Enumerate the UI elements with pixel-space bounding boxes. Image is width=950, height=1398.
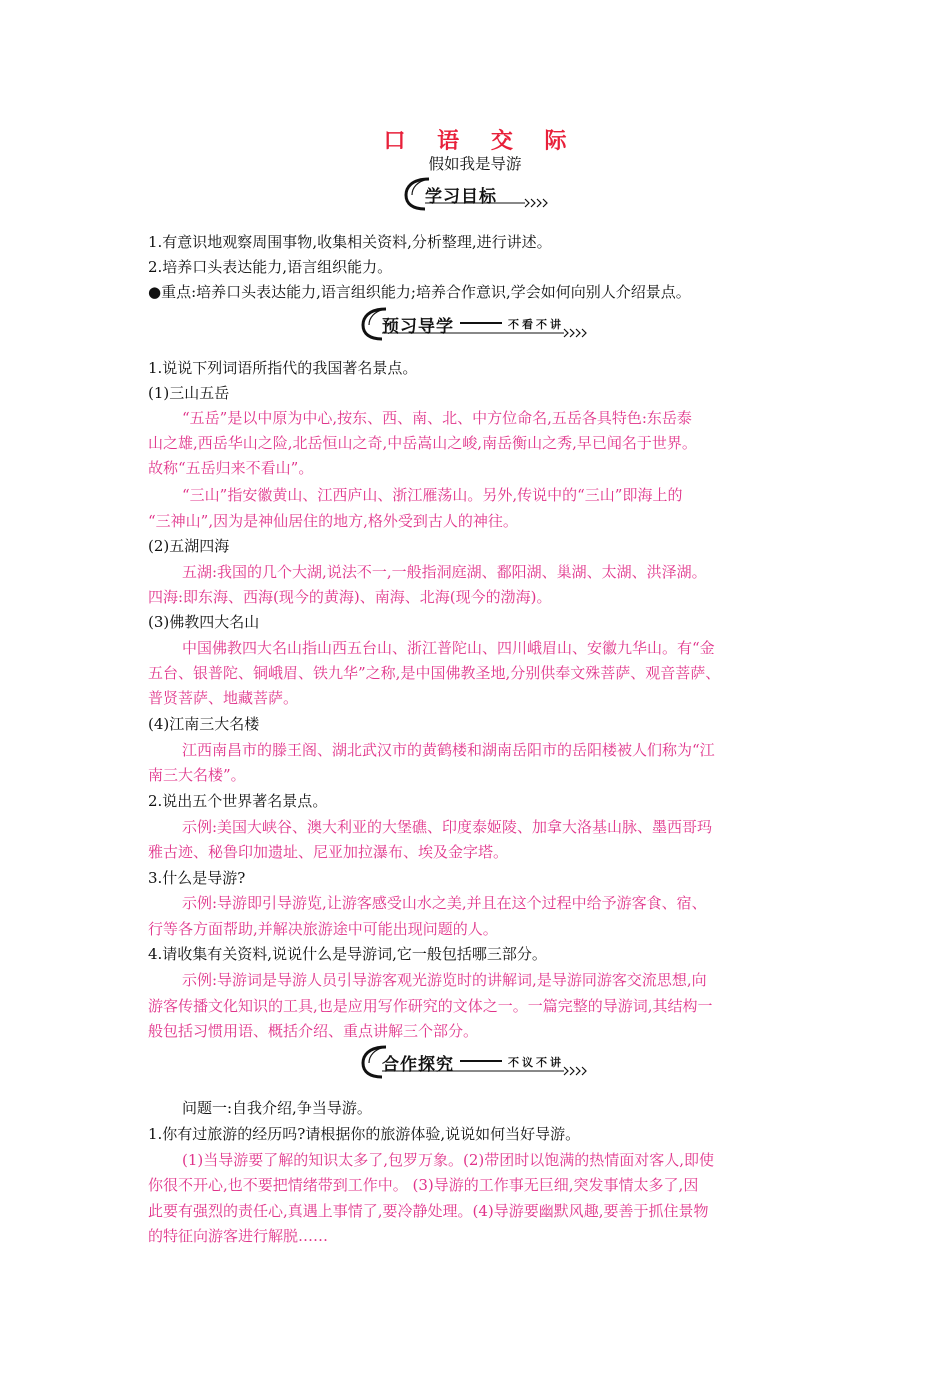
section-label-goals: 学习目标: [425, 187, 497, 207]
section-note-preview: 不看不讲: [508, 318, 564, 331]
preview-item-2: (2)五湖四海: [148, 537, 230, 555]
goal-key-point: ●重点:培养口头表达能力,语言组织能力;培养合作意识,学会如何向别人介绍景点。: [148, 283, 691, 301]
page-subtitle: 假如我是导游: [428, 155, 522, 173]
answer-line: 般包括习惯用语、概括介绍、重点讲解三个部分。: [148, 1022, 479, 1040]
answer-line: 四海:即东海、西海(现今的黄海)、南海、北海(现今的渤海)。: [148, 588, 552, 606]
answer-line: 江西南昌市的滕王阁、湖北武汉市的黄鹤楼和湖南岳阳市的岳阳楼被人们称为“江: [182, 741, 715, 759]
answer-line: 示例:导游即引导游览,让游客感受山水之美,并且在这个过程中给予游客食、宿、: [182, 894, 707, 912]
banner-dash: [460, 322, 502, 324]
answer-line: 故称“五岳归来不看山”。: [148, 459, 314, 477]
preview-question-3: 3.什么是导游?: [148, 869, 246, 887]
goal-line-2: 2.培养口头表达能力,语言组织能力。: [148, 258, 393, 276]
answer-line: 山之雄,西岳华山之险,北岳恒山之奇,中岳嵩山之峻,南岳衡山之秀,早已闻名于世界。: [148, 434, 697, 452]
answer-line: 普贤菩萨、地藏菩萨。: [148, 689, 299, 707]
answer-line: 南三大名楼”。: [148, 766, 246, 784]
section-banner-explore: [360, 1044, 592, 1080]
goal-line-1: 1.有意识地观察周围事物,收集相关资料,分析整理,进行讲述。: [148, 233, 552, 251]
section-banner-goals: [403, 176, 553, 212]
page-title: 口 语 交 际: [383, 129, 579, 154]
explore-topic: 问题一:自我介绍,争当导游。: [182, 1099, 372, 1117]
preview-question-2: 2.说出五个世界著名景点。: [148, 792, 328, 810]
answer-line: 行等各方面帮助,并解决旅游途中可能出现问题的人。: [148, 920, 498, 938]
section-label-explore: 合作探究: [382, 1055, 454, 1075]
answer-line: 此要有强烈的责任心,真遇上事情了,要冷静处理。(4)导游要幽默风趣,要善于抓住景物: [148, 1202, 709, 1220]
answer-line: 示例:导游词是导游人员引导游客观光游览时的讲解词,是导游同游客交流思想,向: [182, 971, 707, 989]
answer-line: 的特征向游客进行解脱……: [148, 1227, 329, 1245]
banner-arrows-icon: [382, 1066, 592, 1076]
section-note-explore: 不议不讲: [508, 1056, 564, 1069]
banner-arrows-icon: [382, 328, 592, 338]
banner-arrows-icon: [425, 198, 553, 208]
banner-dash: [460, 1060, 502, 1062]
answer-line: 中国佛教四大名山指山西五台山、浙江普陀山、四川峨眉山、安徽九华山。有“金: [182, 639, 715, 657]
answer-line: 示例:美国大峡谷、澳大利亚的大堡礁、印度泰姬陵、加拿大洛基山脉、墨西哥玛: [182, 818, 713, 836]
answer-line: “三山”指安徽黄山、江西庐山、浙江雁荡山。另外,传说中的“三山”即海上的: [182, 486, 683, 504]
explore-question-1: 1.你有过旅游的经历吗?请根据你的旅游体验,说说如何当好导游。: [148, 1125, 581, 1143]
answer-line: “三神山”,因为是神仙居住的地方,格外受到古人的神往。: [148, 512, 518, 530]
answer-line: 五湖:我国的几个大湖,说法不一,一般指洞庭湖、鄱阳湖、巢湖、太湖、洪泽湖。: [182, 563, 707, 581]
answer-line: 游客传播文化知识的工具,也是应用写作研究的文体之一。一篇完整的导游词,其结构一: [148, 997, 713, 1015]
answer-line: 你很不开心,也不要把情绪带到工作中。 (3)导游的工作事无巨细,突发事情太多了,因: [148, 1176, 699, 1194]
preview-item-4: (4)江南三大名楼: [148, 715, 260, 733]
preview-item-1: (1)三山五岳: [148, 384, 230, 402]
preview-question-4: 4.请收集有关资料,说说什么是导游词,它一般包括哪三部分。: [148, 945, 547, 963]
section-label-preview: 预习导学: [382, 317, 454, 337]
preview-item-3: (3)佛教四大名山: [148, 613, 260, 631]
answer-line: (1)当导游要了解的知识太多了,包罗万象。(2)带团时以饱满的热情面对客人,即使: [182, 1151, 715, 1169]
preview-question-1: 1.说说下列词语所指代的我国著名景点。: [148, 359, 418, 377]
answer-line: 五台、银普陀、铜峨眉、铁九华”之称,是中国佛教圣地,分别供奉文殊菩萨、观音菩萨、: [148, 664, 721, 682]
answer-line: 雅古迹、秘鲁印加遗址、尼亚加拉瀑布、埃及金字塔。: [148, 843, 509, 861]
answer-line: “五岳”是以中原为中心,按东、西、南、北、中方位命名,五岳各具特色:东岳泰: [182, 409, 692, 427]
section-banner-preview: [360, 306, 592, 342]
